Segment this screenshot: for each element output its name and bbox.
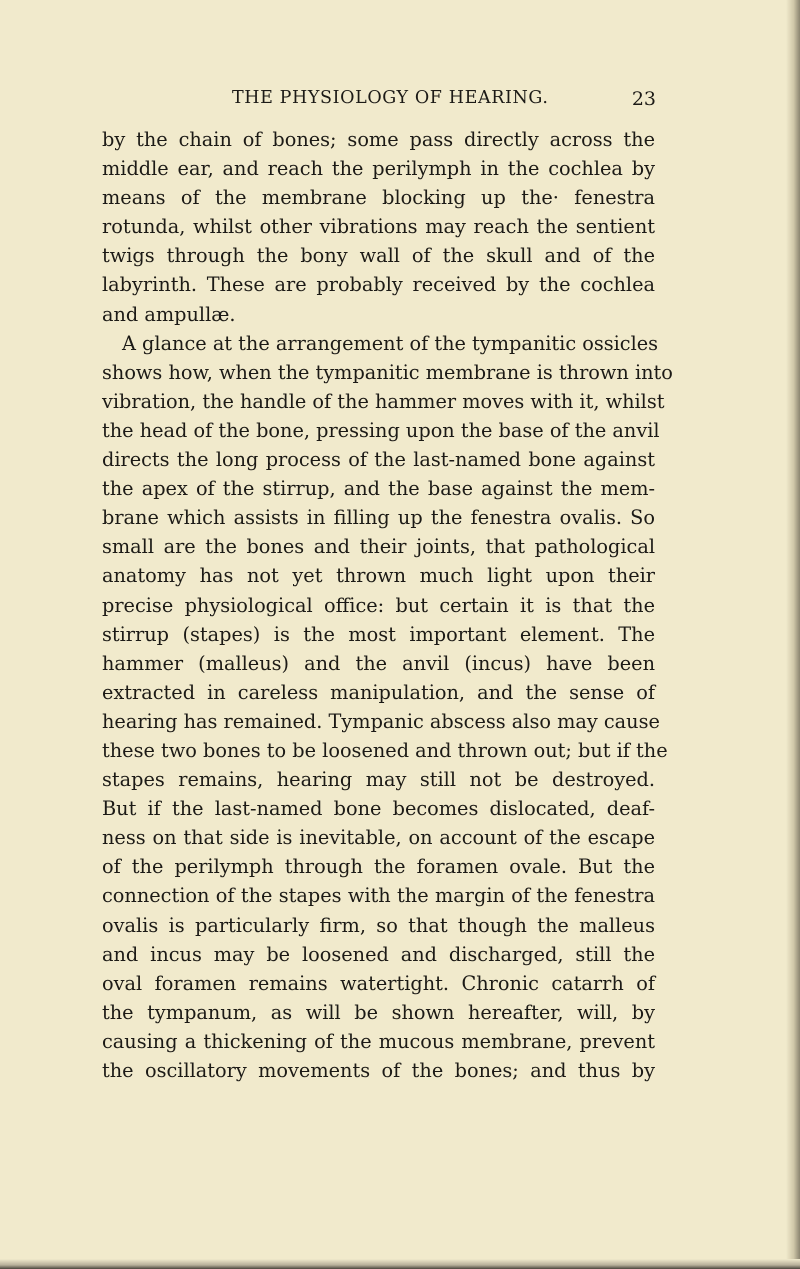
text-line: ovalis is particularly firm, so that though the malleus [102,913,655,937]
text-line: directs the long process of the last-named bone against [102,448,655,472]
page-number: 23 [631,88,656,110]
text-line: and incus may be loosened and discharged, still the [102,942,655,966]
text-line: brane which assists in filling up the fenestra ovalis. So [102,506,655,530]
body-text [102,125,673,1085]
text-line: shows how, when the tympanitic membrane is thrown into [102,360,673,384]
running-title: THE PHYSIOLOGY OF HEARING. [232,88,549,108]
text-line: hearing has remained. Tympanic abscess also may cause [102,709,660,733]
paragraph-start-line: A glance at the arrangement of the tympanitic ossicles [122,331,659,355]
text-line: labyrinth. These are probably received by the cochlea [102,273,655,297]
text-line: middle ear, and reach the perilymph in the cochlea by [102,157,655,181]
text-line: the tympanum, as will be shown hereafter, will, by [102,1000,655,1024]
text-line: anatomy has not yet thrown much light upon their [102,564,655,588]
text-line: ness on that side is inevitable, on account of the escape [102,826,655,850]
text-line: by the chain of bones; some pass directly across the [102,128,655,151]
text-line: these two bones to be loosened and thrown out; but if the [102,738,668,762]
page-bottom-edge [0,1259,800,1269]
page-edge-shadow [786,0,800,1269]
text-line: precise physiological office: but certain it is that the [102,593,655,617]
text-line: causing a thickening of the mucous membrane, prevent [102,1029,655,1053]
text-line: of the perilymph through the foramen ovale. But the [102,855,655,879]
text-line: small are the bones and their joints, that pathological [102,535,655,559]
text-line: hammer (malleus) and the anvil (incus) have been [102,651,655,675]
text-line: stirrup (stapes) is the most important element. The [102,622,655,646]
text-line: rotunda, whilst other vibrations may reach the sentient [102,215,655,239]
text-line: oval foramen remains watertight. Chronic catarrh of [102,971,655,995]
text-line: and ampullæ. [102,302,236,326]
text-line: the head of the bone, pressing upon the base of the anvil [102,418,660,442]
text-line: stapes remains, hearing may still not be destroyed. [102,768,655,792]
text-line: means of the membrane blocking up the· fenestra [102,186,655,210]
text-line: extracted in careless manipulation, and the sense of [102,680,655,704]
page-header [232,88,656,116]
text-line: the apex of the stirrup, and the base against the mem- [102,477,655,501]
text-line: But if the last-named bone becomes dislocated, deaf- [102,797,655,821]
text-line: the oscillatory movements of the bones; and thus by [102,1059,655,1082]
text-line: twigs through the bony wall of the skull and of the [102,244,655,268]
text-line: connection of the stapes with the margin of the fenestra [102,884,655,908]
text-line: vibration, the handle of the hammer moves with it, whilst [102,389,665,413]
